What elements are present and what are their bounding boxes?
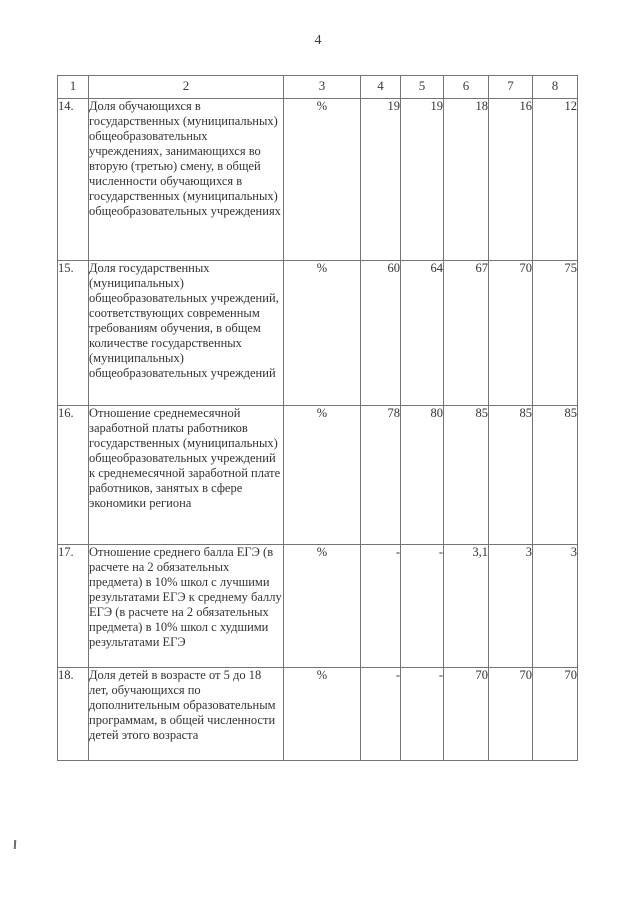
indicator-name-cell: Доля обучающихся в государственных (муниципальных) общеобразовательных учреждениях, занимающихся во вторую (третью) смену, в общей численности обучающихся в государственных (муниципальных) общеобразовательных учреждениях xyxy=(89,99,284,261)
column-header-1: 1 xyxy=(58,76,89,99)
value-cell: 70 xyxy=(489,668,533,761)
value-cell: 60 xyxy=(361,261,401,406)
value-cell: 85 xyxy=(444,406,489,545)
table-row-18 xyxy=(58,668,578,761)
row-number-cell: 14. xyxy=(58,99,89,261)
indicator-name-cell: Отношение среднемесячной заработной платы работников государственных (муниципальных) общеобразовательных учреждений к среднемесячной заработной плате работников, занятых в сфере экономики региона xyxy=(89,406,284,545)
value-cell: - xyxy=(401,545,444,668)
value-cell: 3 xyxy=(533,545,578,668)
value-cell: 67 xyxy=(444,261,489,406)
column-header-6: 6 xyxy=(444,76,489,99)
value-cell: 85 xyxy=(489,406,533,545)
unit-cell: % xyxy=(284,99,361,261)
unit-cell: % xyxy=(284,545,361,668)
indicators-table xyxy=(57,75,578,761)
table-row-16 xyxy=(58,406,578,545)
value-cell: 78 xyxy=(361,406,401,545)
unit-cell: % xyxy=(284,668,361,761)
value-cell: 80 xyxy=(401,406,444,545)
value-cell: 19 xyxy=(361,99,401,261)
value-cell: 70 xyxy=(489,261,533,406)
value-cell: 19 xyxy=(401,99,444,261)
table-row-17 xyxy=(58,545,578,668)
value-cell: 16 xyxy=(489,99,533,261)
value-cell: - xyxy=(361,545,401,668)
value-cell: - xyxy=(401,668,444,761)
column-header-5: 5 xyxy=(401,76,444,99)
row-number-cell: 17. xyxy=(58,545,89,668)
page-number: 4 xyxy=(314,33,322,48)
table-row-15 xyxy=(58,261,578,406)
row-number-cell: 15. xyxy=(58,261,89,406)
value-cell: 64 xyxy=(401,261,444,406)
value-cell: 18 xyxy=(444,99,489,261)
indicator-name-cell: Доля детей в возрасте от 5 до 18 лет, обучающихся по дополнительным образовательным программам, в общей численности детей этого возраста xyxy=(89,668,284,761)
row-number-cell: 18. xyxy=(58,668,89,761)
value-cell: 12 xyxy=(533,99,578,261)
column-header-3: 3 xyxy=(284,76,361,99)
row-number-cell: 16. xyxy=(58,406,89,545)
column-header-4: 4 xyxy=(361,76,401,99)
unit-cell: % xyxy=(284,261,361,406)
column-header-7: 7 xyxy=(489,76,533,99)
indicator-name-cell: Отношение среднего балла ЕГЭ (в расчете на 2 обязательных предмета) в 10% школ с лучшими результатами ЕГЭ к среднему баллу ЕГЭ (в расчете на 2 обязательных предмета) в 10% школ с худшими результатами ЕГЭ xyxy=(89,545,284,668)
value-cell: - xyxy=(361,668,401,761)
column-header-8: 8 xyxy=(533,76,578,99)
table-header-row xyxy=(58,76,578,99)
table-row-14 xyxy=(58,99,578,261)
value-cell: 70 xyxy=(444,668,489,761)
value-cell: 3,1 xyxy=(444,545,489,668)
value-cell: 85 xyxy=(533,406,578,545)
value-cell: 75 xyxy=(533,261,578,406)
column-header-2: 2 xyxy=(89,76,284,99)
value-cell: 70 xyxy=(533,668,578,761)
scan-artifact-mark xyxy=(14,840,16,849)
value-cell: 3 xyxy=(489,545,533,668)
indicator-name-cell: Доля государственных (муниципальных) общеобразовательных учреждений, соответствующих современным требованиям обучения, в общем количестве государственных (муниципальных) общеобразовательных учреждений xyxy=(89,261,284,406)
unit-cell: % xyxy=(284,406,361,545)
